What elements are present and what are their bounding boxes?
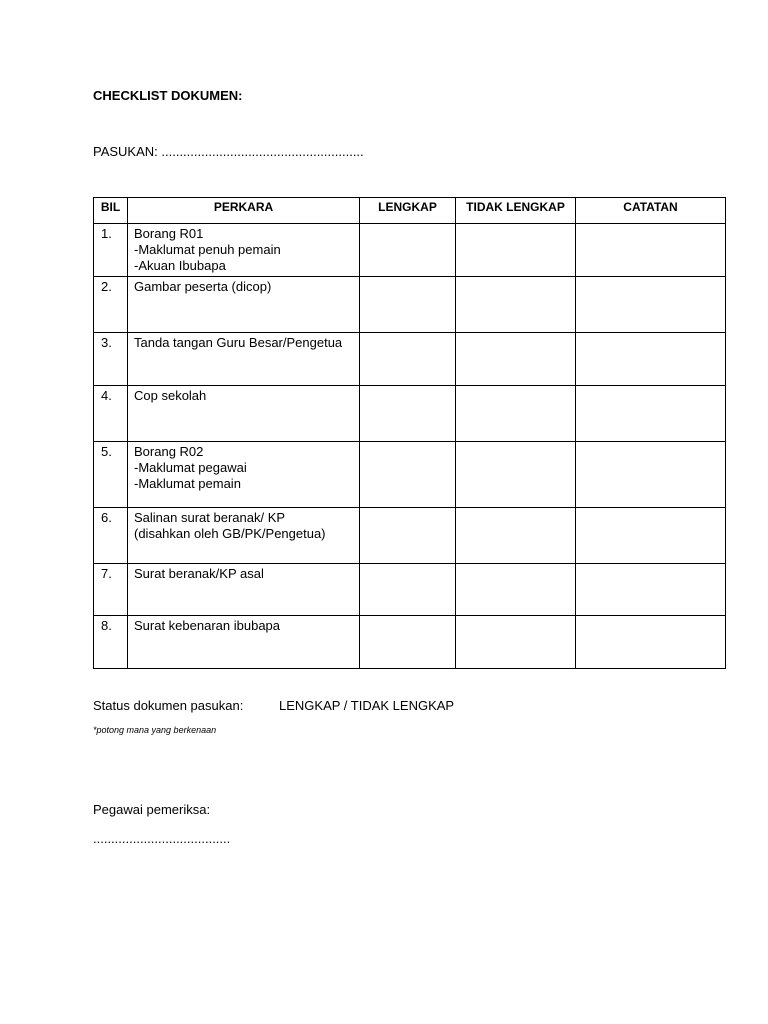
row-number: 3.	[94, 333, 128, 386]
header-bil: BIL	[94, 198, 128, 224]
item-line: Borang R02	[134, 444, 204, 459]
tidak-lengkap-cell[interactable]	[456, 564, 576, 616]
item-line: Cop sekolah	[134, 388, 207, 403]
tidak-lengkap-cell[interactable]	[456, 277, 576, 333]
header-tidak-lengkap: TIDAK LENGKAP	[456, 198, 576, 224]
table-row	[94, 386, 726, 442]
row-item	[128, 616, 360, 669]
row-number: 7.	[94, 564, 128, 616]
table-row	[94, 508, 726, 564]
table-row	[94, 616, 726, 669]
tidak-lengkap-cell[interactable]	[456, 508, 576, 564]
row-number: 6.	[94, 508, 128, 564]
row-item	[128, 333, 360, 386]
item-line: Surat kebenaran ibubapa	[134, 618, 281, 633]
item-line: Surat beranak/KP asal	[134, 566, 264, 581]
row-number: 4.	[94, 386, 128, 442]
catatan-cell[interactable]	[576, 333, 726, 386]
item-line: -Akuan Ibubapa	[134, 258, 226, 273]
tidak-lengkap-cell[interactable]	[456, 333, 576, 386]
status-label: Status dokumen pasukan:	[93, 698, 244, 713]
row-number: 1.	[94, 224, 128, 277]
table-row	[94, 442, 726, 508]
signature-line: ......................................	[93, 831, 231, 846]
lengkap-cell[interactable]	[360, 277, 456, 333]
header-catatan: CATATAN	[576, 198, 726, 224]
item-line: -Maklumat pemain	[134, 476, 241, 491]
lengkap-cell[interactable]	[360, 386, 456, 442]
item-line: Gambar peserta (dicop)	[134, 279, 272, 294]
header-perkara: PERKARA	[128, 198, 360, 224]
row-item	[128, 564, 360, 616]
row-number: 5.	[94, 442, 128, 508]
inspector-label: Pegawai pemeriksa:	[93, 802, 211, 817]
catatan-cell[interactable]	[576, 564, 726, 616]
item-line: Borang R01	[134, 226, 204, 241]
tidak-lengkap-cell[interactable]	[456, 442, 576, 508]
item-line: (disahkan oleh GB/PK/Pengetua)	[134, 526, 326, 541]
catatan-cell[interactable]	[576, 508, 726, 564]
lengkap-cell[interactable]	[360, 442, 456, 508]
row-item	[128, 277, 360, 333]
header-lengkap: LENGKAP	[360, 198, 456, 224]
tidak-lengkap-cell[interactable]	[456, 386, 576, 442]
catatan-cell[interactable]	[576, 224, 726, 277]
table-row	[94, 333, 726, 386]
tidak-lengkap-cell[interactable]	[456, 224, 576, 277]
document-title: CHECKLIST DOKUMEN:	[93, 88, 243, 103]
table-header-row	[94, 198, 726, 224]
row-item	[128, 224, 360, 277]
footnote: *potong mana yang berkenaan	[93, 725, 217, 735]
catatan-cell[interactable]	[576, 616, 726, 669]
checklist-table	[93, 197, 726, 669]
table-row	[94, 224, 726, 277]
row-item	[128, 386, 360, 442]
status-value: LENGKAP / TIDAK LENGKAP	[279, 698, 455, 713]
item-line: -Maklumat penuh pemain	[134, 242, 281, 257]
row-item	[128, 442, 360, 508]
table-row	[94, 277, 726, 333]
catatan-cell[interactable]	[576, 277, 726, 333]
pasukan-field: PASUKAN: ........................................................	[93, 144, 364, 159]
catatan-cell[interactable]	[576, 442, 726, 508]
row-item	[128, 508, 360, 564]
tidak-lengkap-cell[interactable]	[456, 616, 576, 669]
lengkap-cell[interactable]	[360, 224, 456, 277]
lengkap-cell[interactable]	[360, 564, 456, 616]
row-number: 2.	[94, 277, 128, 333]
lengkap-cell[interactable]	[360, 616, 456, 669]
lengkap-cell[interactable]	[360, 508, 456, 564]
lengkap-cell[interactable]	[360, 333, 456, 386]
item-line: Salinan surat beranak/ KP	[134, 510, 286, 525]
catatan-cell[interactable]	[576, 386, 726, 442]
table-row	[94, 564, 726, 616]
row-number: 8.	[94, 616, 128, 669]
item-line: -Maklumat pegawai	[134, 460, 247, 475]
item-line: Tanda tangan Guru Besar/Pengetua	[134, 335, 343, 350]
